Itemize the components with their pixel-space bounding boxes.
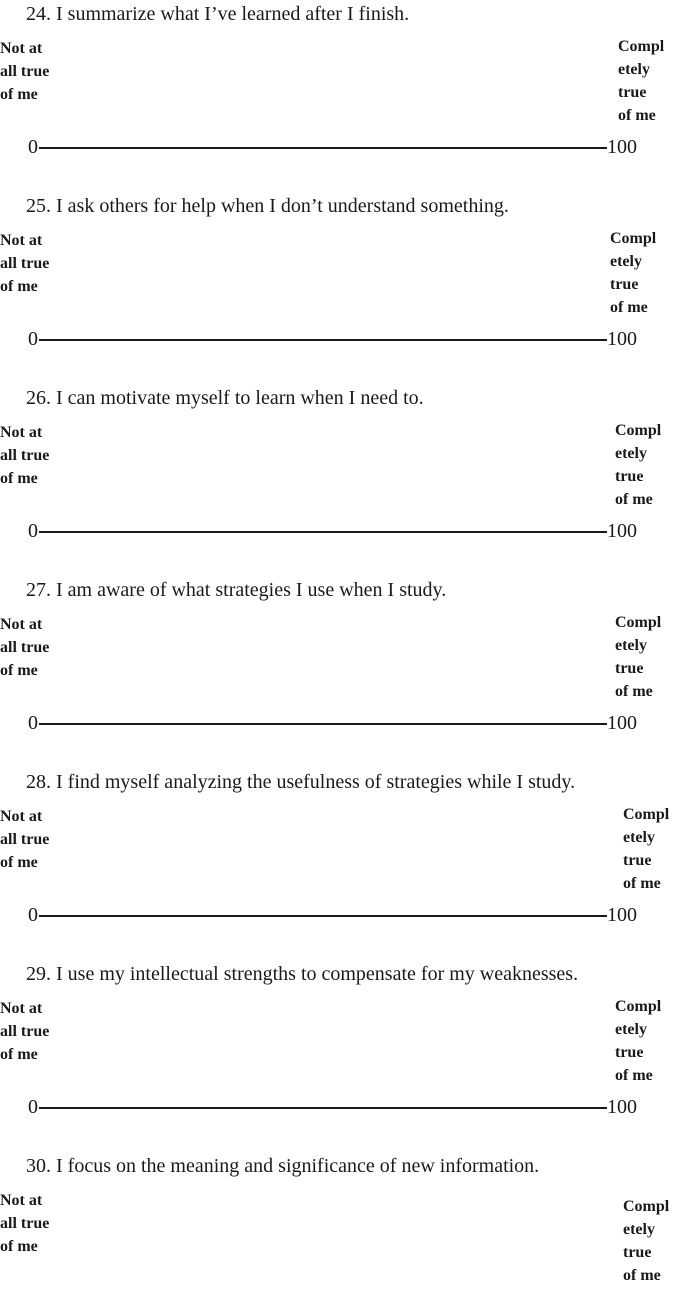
scale-left-label: Not at all true of me — [0, 808, 50, 871]
scale-right-label: Compl etely true of me — [615, 614, 662, 700]
rating-scale-line[interactable] — [39, 339, 607, 341]
scale-left-label: Not at all true of me — [0, 1192, 50, 1255]
scale-max-value: 100 — [607, 712, 637, 734]
rating-scale-line[interactable] — [39, 723, 607, 725]
question-text: 26. I can motivate myself to learn when I need to. — [26, 387, 424, 409]
rating-scale-line[interactable] — [39, 147, 607, 149]
scale-left-label: Not at all true of me — [0, 40, 50, 103]
scale-min-value: 0 — [28, 1096, 38, 1118]
scale-right-label: Compl etely true of me — [618, 38, 665, 124]
scale-max-value: 100 — [607, 904, 637, 926]
scale-min-value: 0 — [28, 520, 38, 542]
rating-scale-line[interactable] — [39, 531, 607, 533]
scale-min-value: 0 — [28, 904, 38, 926]
rating-scale-line[interactable] — [39, 1107, 607, 1109]
question-text: 28. I find myself analyzing the usefulness of strategies while I study. — [26, 771, 576, 793]
scale-min-value: 0 — [28, 712, 38, 734]
scale-min-value: 0 — [28, 328, 38, 350]
scale-min-value: 0 — [28, 136, 38, 158]
question-text: 27. I am aware of what strategies I use when I study. — [26, 579, 447, 601]
question-text: 30. I focus on the meaning and significance of new information. — [26, 1155, 540, 1177]
scale-max-value: 100 — [607, 328, 637, 350]
scale-right-label: Compl etely true of me — [615, 422, 662, 508]
question-text: 29. I use my intellectual strengths to compensate for my weaknesses. — [26, 963, 579, 985]
scale-left-label: Not at all true of me — [0, 424, 50, 487]
scale-right-label: Compl etely true of me — [623, 1198, 670, 1284]
question-text: 25. I ask others for help when I don’t understand something. — [26, 195, 509, 217]
rating-scale-line[interactable] — [39, 915, 607, 917]
scale-right-label: Compl etely true of me — [610, 230, 657, 316]
scale-max-value: 100 — [607, 1096, 637, 1118]
scale-left-label: Not at all true of me — [0, 616, 50, 679]
scale-left-label: Not at all true of me — [0, 1000, 50, 1063]
question-text: 24. I summarize what I’ve learned after I finish. — [26, 3, 410, 25]
scale-right-label: Compl etely true of me — [615, 998, 662, 1084]
scale-left-label: Not at all true of me — [0, 232, 50, 295]
scale-right-label: Compl etely true of me — [623, 806, 670, 892]
scale-max-value: 100 — [607, 520, 637, 542]
scale-max-value: 100 — [607, 136, 637, 158]
